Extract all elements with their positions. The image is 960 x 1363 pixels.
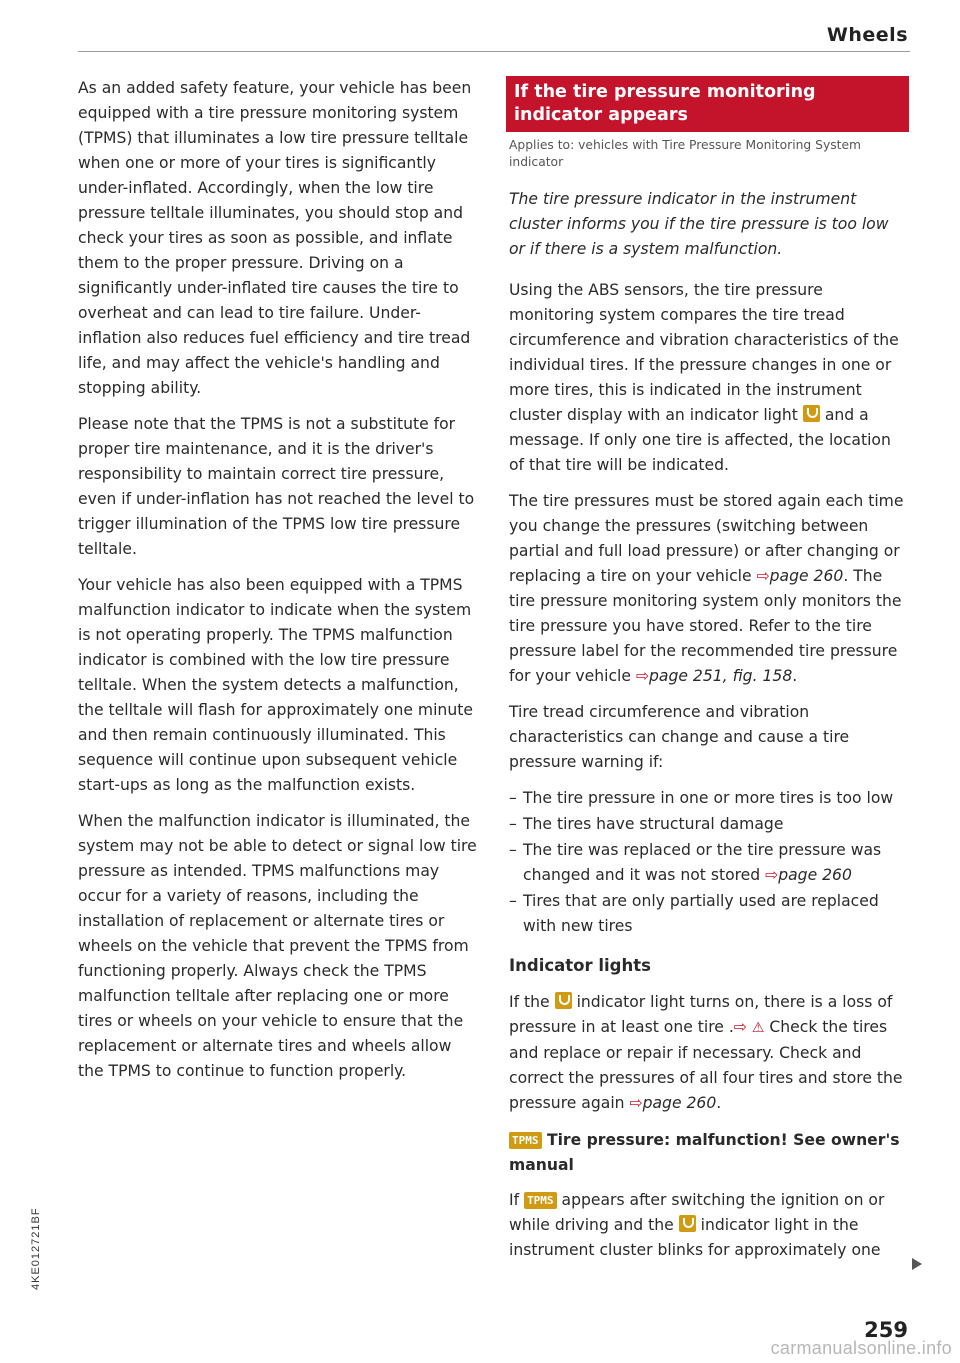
indicator-paragraph: If the indicator light turns on, there is a loss of pressure in at least one tire .⇨ ⚠ Check the tires and replace or repair if necessary. Check and correct the pressures of all four tires and store the pressure again ⇨page 260. <box>509 993 903 1112</box>
page-number: 259 <box>864 1318 908 1342</box>
tpms-malfunction-heading: TPMS Tire pressure: malfunction! See owner's manual <box>509 1131 900 1174</box>
store-text-c: . <box>792 667 798 685</box>
watermark: carmanualsonline.info <box>770 1338 952 1358</box>
arrow-right-icon: ⇨ <box>756 567 770 585</box>
page-link-260[interactable]: ⇨page 260 <box>765 866 852 884</box>
left-paragraph-4: When the malfunction indicator is illuminated, the system may not be able to detect or signal low tire pressure as intended. TPMS malfunctions may occur for a variety of reasons, including the installation of replacement or alternate tires or wheels on the vehicle that prevent the TPMS from functioning properly. Always check the TPMS malfunction telltale after replacing one or more tires or wheels on your vehicle to ensure that the replacement or alternate tires and wheels allow the TPMS to continue to function properly. <box>78 812 477 1080</box>
tpms-paragraph: If TPMS appears after switching the ignition on or while driving and the indicator light in the instrument cluster blinks for approximately one <box>509 1191 885 1259</box>
intro-paragraph: The tire pressure indicator in the instrument cluster informs you if the tire pressure is too low or if there is a system malfunction. <box>509 190 889 258</box>
store-pressure-paragraph <box>509 489 909 689</box>
section-banner: If the tire pressure monitoring indicator appears <box>506 76 909 132</box>
page-link-260[interactable]: ⇨page 260 <box>629 1094 717 1112</box>
indicator-lights-heading: Indicator lights <box>509 956 651 975</box>
left-paragraph-3: Your vehicle has also been equipped with a TPMS malfunction indicator to indicate when the system is not operating properly. The TPMS malfunction indicator is combined with the low tire pressure telltale. When the system detects a malfunction, the telltale will flash for approximately one minute and then remain continuously illuminated. This sequence will continue upon subsequent vehicle start-ups as long as the malfunction exists. <box>78 576 473 794</box>
right-column <box>509 76 909 1274</box>
tire-pressure-indicator-icon <box>555 992 572 1009</box>
warning-triangle-icon[interactable]: ⚠ <box>751 1020 765 1036</box>
abs-text-a: Using the ABS sensors, the tire pressure monitoring system compares the tire tread circumference and vibration characteristics of the individual tires. If the pressure changes in one or more tires, this is indicated in the instrument cluster display with an indicator light <box>509 281 899 424</box>
list-item: – The tire was replaced or the tire pressure was changed and it was not stored ⇨page 260 <box>509 838 909 888</box>
applies-to-note: Applies to: vehicles with Tire Pressure Monitoring System indicator <box>509 138 861 169</box>
warning-causes-list <box>509 786 909 939</box>
arrow-right-icon: ⇨ <box>635 667 650 685</box>
list-item: – Tires that are only partially used are replaced with new tires <box>509 889 909 939</box>
store-text-b: . The tire pressure monitoring system only monitors the tire pressure you have stored. Refer to the tire pressure label for the recommended tire pressure for your vehicle <box>509 567 902 685</box>
abs-paragraph <box>509 278 909 478</box>
left-column <box>78 76 478 1095</box>
arrow-right-icon: ⇨ <box>629 1094 643 1112</box>
store-text-a: The tire pressures must be stored again each time you change the pressures (switching between partial and full load pressure) or after changing or replacing a tire on your vehicle <box>509 492 904 585</box>
tpms-icon: TPMS <box>509 1132 542 1149</box>
header-divider <box>78 51 910 52</box>
left-paragraph-1: As an added safety feature, your vehicle has been equipped with a tire pressure monitoring system (TPMS) that illuminates a low tire pressure telltale when one or more of your tires is significantly under-inflated. Accordingly, when the low tire pressure telltale illuminates, you should stop and check your tires as soon as possible, and inflate them to the proper pressure. Driving on a significantly under-inflated tire causes the tire to overheat and can lead to tire failure. Under-inflation also reduces fuel efficiency and tire tread life, and may affect the vehicle's handling and stopping ability. <box>78 79 472 397</box>
arrow-right-icon: ⇨ <box>765 866 779 884</box>
document-code: 4KE012721BF <box>30 1207 42 1290</box>
tire-pressure-indicator-icon <box>679 1215 696 1232</box>
page-header-title: Wheels <box>826 24 908 46</box>
tpms-icon: TPMS <box>524 1192 557 1209</box>
page-link-260[interactable]: ⇨page 260 <box>756 567 844 585</box>
tire-pressure-indicator-icon <box>803 405 820 422</box>
arrow-right-icon: ⇨ <box>733 1018 747 1036</box>
list-item: – The tire pressure in one or more tires is too low <box>509 786 909 811</box>
tread-paragraph: Tire tread circumference and vibration characteristics can change and cause a tire pressure warning if: <box>509 703 850 771</box>
page-link-251[interactable]: ⇨page 251, fig. 158 <box>635 667 793 685</box>
list-item: – The tires have structural damage <box>509 812 909 837</box>
left-paragraph-2: Please note that the TPMS is not a substitute for proper tire maintenance, and it is the driver's responsibility to maintain correct tire pressure, even if under-inflation has not reached the level to trigger illumination of the TPMS low tire pressure telltale. <box>78 415 475 558</box>
abs-text-b: and a message. If only one tire is affected, the location of that tire will be indicated. <box>509 406 891 474</box>
continue-arrow-icon <box>912 1258 922 1270</box>
